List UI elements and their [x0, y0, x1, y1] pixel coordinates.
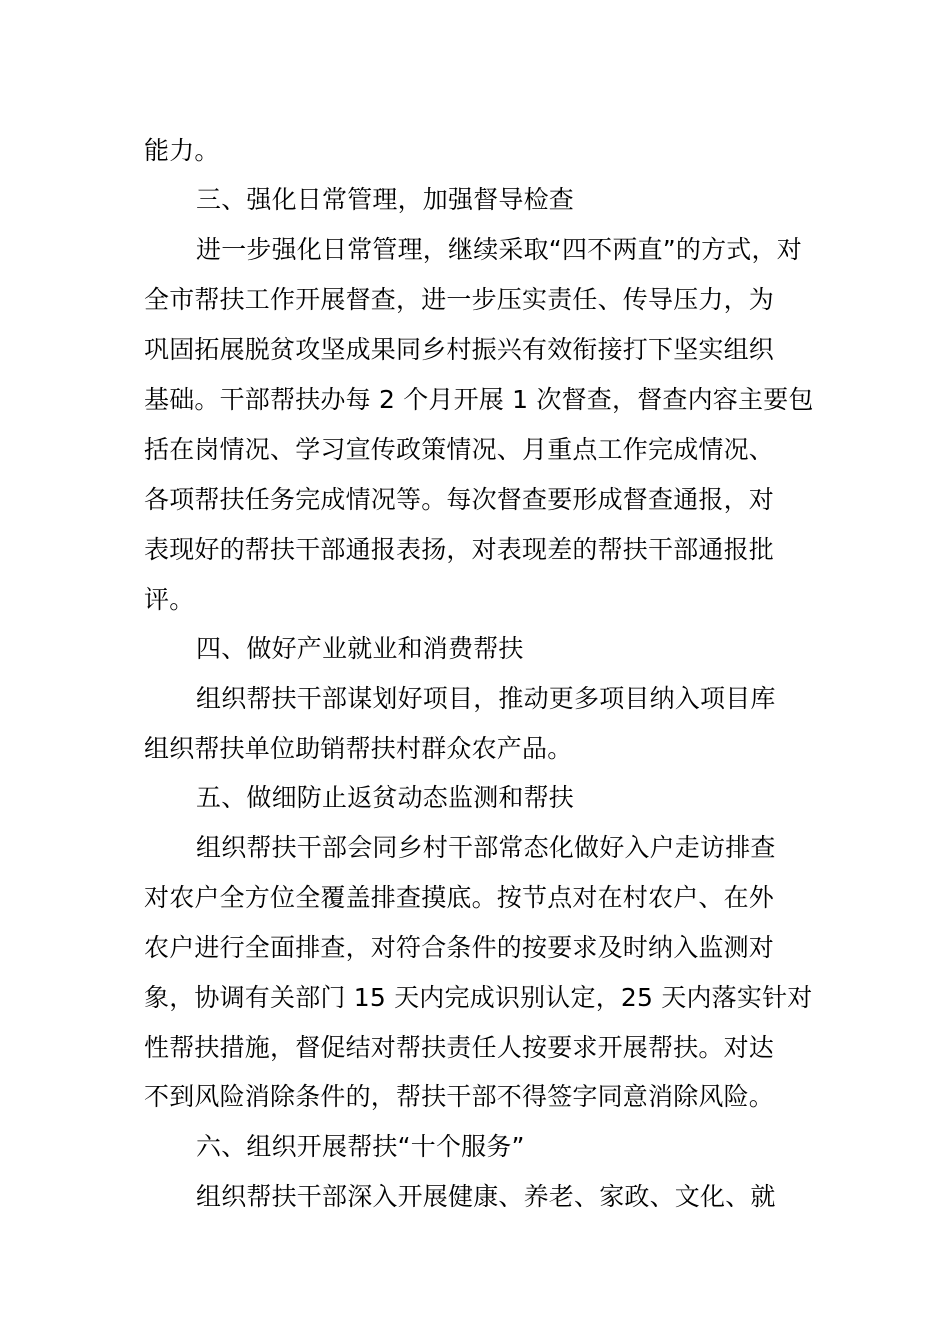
- section-heading-3: 三、强化日常管理，加强督导检查: [196, 185, 575, 214]
- text-line: 括在岗情况、学习宣传政策情况、月重点工作完成情况、: [144, 435, 775, 464]
- text-line: 不到风险消除条件的，帮扶干部不得签字同意消除风险。: [144, 1082, 775, 1111]
- section-heading-5: 五、做细防止返贫动态监测和帮扶: [196, 783, 575, 812]
- text-line: 农户进行全面排查，对符合条件的按要求及时纳入监测对: [144, 933, 775, 962]
- text-line: 进一步强化日常管理，继续采取“四不两直”的方式，对: [196, 235, 802, 264]
- text-line: 巩固拓展脱贫攻坚成果同乡村振兴有效衔接打下坚实组织: [144, 335, 775, 364]
- section-heading-4: 四、做好产业就业和消费帮扶: [196, 634, 524, 663]
- section-heading-6: 六、组织开展帮扶“十个服务”: [196, 1132, 525, 1161]
- text-line: 评。: [144, 585, 195, 614]
- text-line: 组织帮扶干部会同乡村干部常态化做好入户走访排查: [196, 833, 776, 862]
- text-line: 组织帮扶干部深入开展健康、养老、家政、文化、就: [196, 1182, 776, 1211]
- text-line: 组织帮扶单位助销帮扶村群众农产品。: [144, 734, 573, 763]
- text-line: 基础。干部帮扶办每 2 个月开展 1 次督查，督查内容主要包: [144, 385, 814, 414]
- text-line: 对农户全方位全覆盖排查摸底。按节点对在村农户、在外: [144, 883, 775, 912]
- text-line: 全市帮扶工作开展督查，进一步压实责任、传导压力，为: [144, 285, 775, 314]
- text-line: 象，协调有关部门 15 天内完成识别认定，25 天内落实针对: [144, 983, 813, 1012]
- text-line: 组织帮扶干部谋划好项目，推动更多项目纳入项目库: [196, 684, 776, 713]
- text-line: 性帮扶措施，督促结对帮扶责任人按要求开展帮扶。对达: [144, 1033, 775, 1062]
- text-line: 能力。: [144, 136, 220, 165]
- text-line: 表现好的帮扶干部通报表扬，对表现差的帮扶干部通报批: [144, 535, 775, 564]
- text-line: 各项帮扶任务完成情况等。每次督查要形成督查通报，对: [144, 485, 775, 514]
